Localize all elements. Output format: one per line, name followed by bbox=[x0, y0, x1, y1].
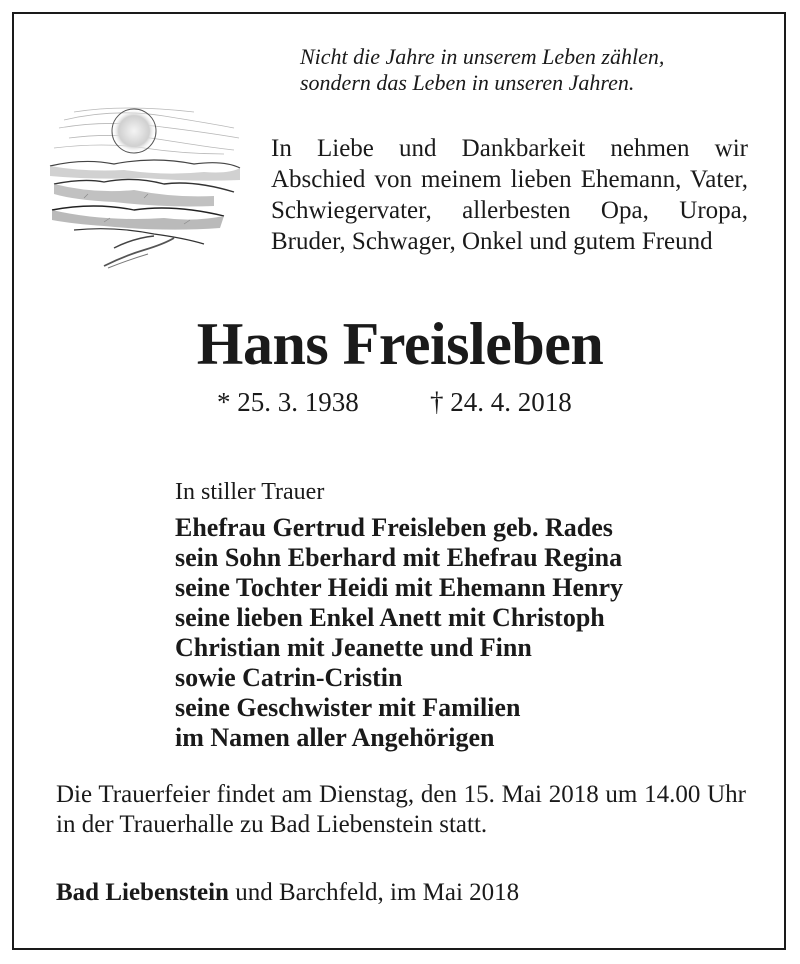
birth-date: * 25. 3. 1938 bbox=[217, 387, 359, 417]
mourner-line: sowie Catrin-Cristin bbox=[175, 663, 403, 692]
closing-place: Bad Liebenstein bbox=[56, 879, 229, 906]
mourner-line: im Namen aller Angehörigen bbox=[175, 723, 495, 752]
funeral-service-notice: Die Trauerfeier findet am Dienstag, den 15. Mai 2018 um 14.00 Uhr in der Trauerhalle zu Bad Liebenstein statt. bbox=[56, 781, 746, 838]
closing-line bbox=[56, 878, 519, 908]
mourner-line: seine Geschwister mit Familien bbox=[175, 693, 521, 722]
mourner-line: Christian mit Jeanette und Finn bbox=[175, 633, 532, 662]
mourners-list bbox=[175, 513, 623, 753]
intro-text: In Liebe und Dankbarkeit nehmen wir Abschied von meinem lieben Ehemann, Vater, Schwiegervater, allerbesten Opa, Uropa, Bruder, Schwager, Onkel und gutem Freund bbox=[271, 135, 748, 255]
motto-quote bbox=[300, 44, 750, 96]
sun-over-hills-sketch-icon bbox=[44, 98, 244, 273]
mourner-line: seine Tochter Heidi mit Ehemann Henry bbox=[175, 573, 624, 602]
closing-rest: und Barchfeld, im Mai 2018 bbox=[228, 879, 520, 906]
mourner-line: Ehefrau Gertrud Freisleben geb. Rades bbox=[175, 513, 613, 542]
deceased-name: Hans Freisleben bbox=[196, 311, 604, 377]
mourner-line: sein Sohn Eberhard mit Ehefrau Regina bbox=[175, 543, 623, 572]
mourner-line: seine lieben Enkel Anett mit Christoph bbox=[175, 603, 605, 632]
motto-line: sondern das Leben in unseren Jahren. bbox=[300, 70, 635, 95]
death-date: † 24. 4. 2018 bbox=[430, 387, 572, 417]
mourning-heading: In stiller Trauer bbox=[175, 479, 325, 505]
motto-line: Nicht die Jahre in unserem Leben zählen, bbox=[300, 44, 665, 69]
